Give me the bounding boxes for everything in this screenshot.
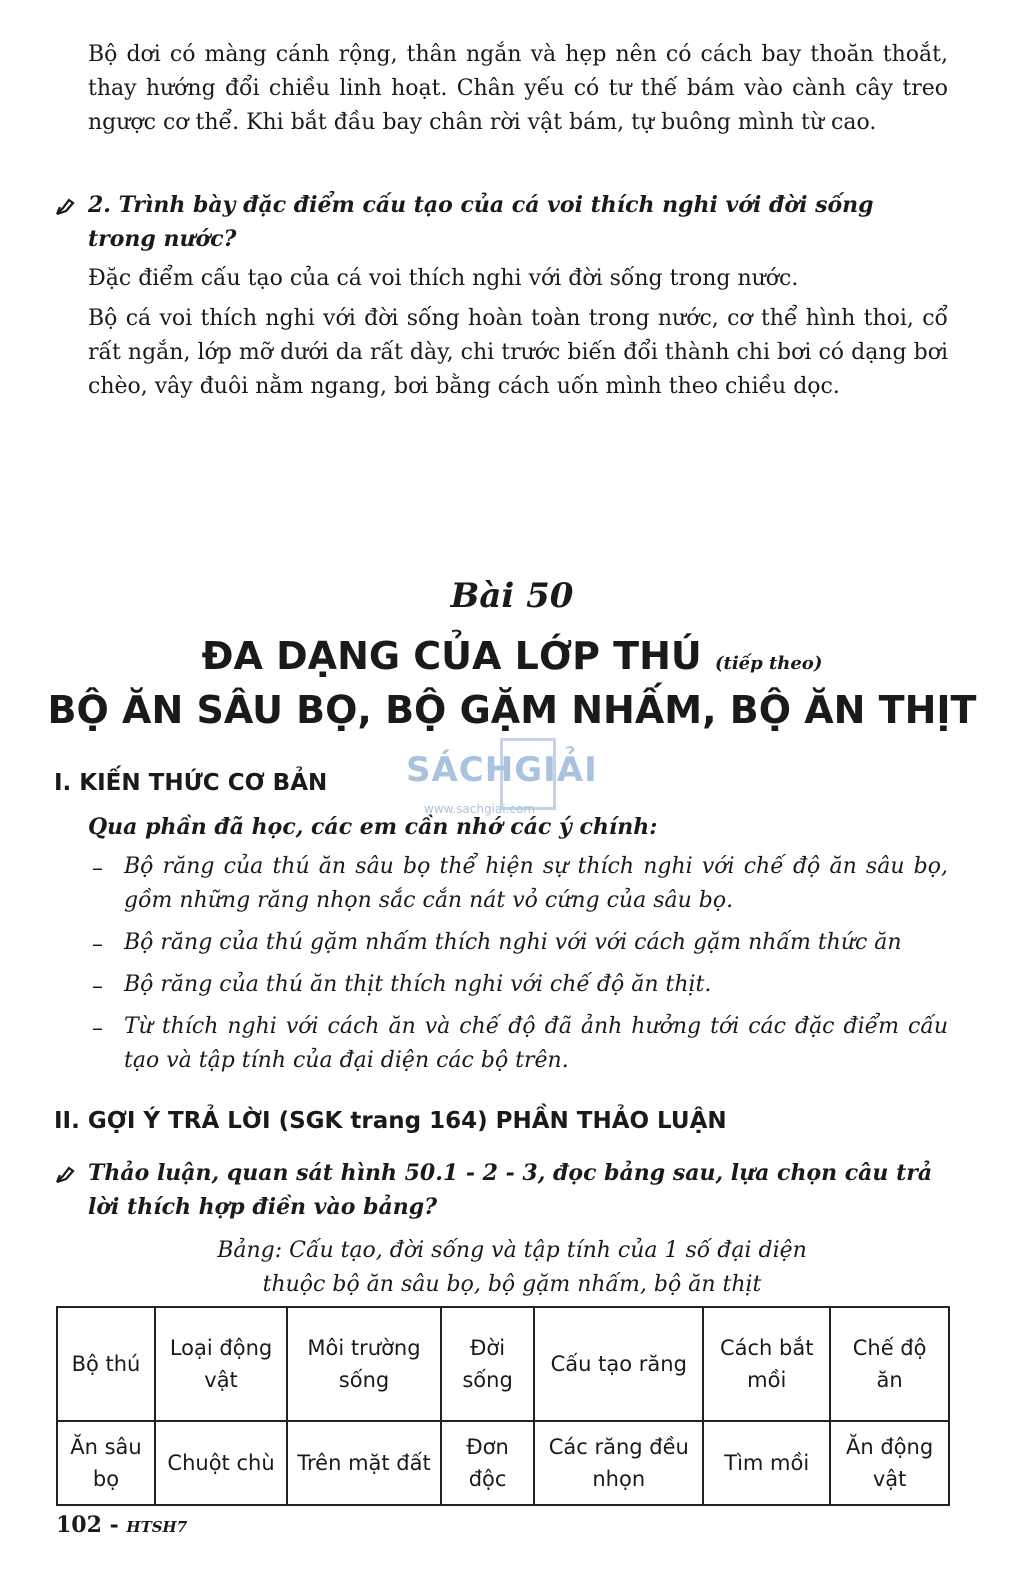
book-code: HTSH7 (126, 1518, 188, 1536)
lesson-title-line2: BỘ ĂN SÂU BỌ, BỘ GẶM NHẤM, BỘ ĂN THỊT (47, 688, 977, 732)
discussion-question: Thảo luận, quan sát hình 50.1 - 2 - 3, đọc bảng sau, lựa chọn câu trả lời thích hợp điền vào bảng? (88, 1160, 933, 1220)
watermark-url: www.sachgiai.com (424, 802, 536, 816)
section-1-intro: Qua phần đã học, các em cần nhớ các ý chính: (88, 814, 658, 840)
pencil-hand-icon (54, 1162, 78, 1186)
answer-2-paragraph: Bộ cá voi thích nghi với đời sống hoàn toàn trong nước, cơ thể hình thoi, cổ rất ngắn, lớp mỡ dưới da rất dày, chi trước biến đổi thành chi bơi có dạng bơi chèo, vây đuôi nằm ngang, bơi bằng cách uốn mình theo chiều dọc. (88, 306, 948, 399)
bullet-mark: – (92, 974, 103, 999)
question-2: 2. Trình bày đặc điểm cấu tạo của cá voi thích nghi với đời sống trong nước? (88, 192, 874, 252)
table-cell: Trên mặt đất (287, 1421, 441, 1505)
answer-2-line: Đặc điểm cấu tạo của cá voi thích nghi với đời sống trong nước. (88, 266, 799, 291)
table-cell: Ăn sâu bọ (57, 1421, 155, 1505)
watermark (400, 738, 630, 818)
bullet-item: Từ thích nghi với cách ăn và chế độ đã ảnh hưởng tới các đặc điểm cấu tạo và tập tính của đại diện các bộ trên. (124, 1014, 948, 1073)
pencil-hand-icon (54, 194, 78, 218)
lesson-title-sub: (tiếp theo) (714, 653, 823, 674)
page-number: 102 - (56, 1512, 119, 1538)
bullet-mark: – (92, 1016, 103, 1041)
lesson-title-main: ĐA DẠNG CỦA LỚP THÚ (201, 634, 702, 678)
table-cell: Tìm mồi (703, 1421, 830, 1505)
bullet-mark: – (92, 856, 103, 881)
table-header-cell: Đời sống (441, 1307, 534, 1421)
table-caption-line1: Bảng: Cấu tạo, đời sống và tập tính của 1 số đại diện (217, 1238, 807, 1263)
table-header-cell: Cấu tạo răng (534, 1307, 703, 1421)
table-header-cell: Môi trường sống (287, 1307, 441, 1421)
table-cell: Các răng đều nhọn (534, 1421, 703, 1505)
watermark-text: SÁCHGIẢI (406, 750, 598, 790)
bullet-item: Bộ răng của thú ăn sâu bọ thể hiện sự thích nghi với chế độ ăn sâu bọ, gồm những răng nhọn sắc cắn nát vỏ cứng của sâu bọ. (124, 854, 948, 913)
table-row (57, 1421, 949, 1505)
lesson-number: Bài 50 (450, 576, 574, 616)
table-header-row (57, 1307, 949, 1421)
table-header-cell: Loại động vật (155, 1307, 287, 1421)
page-footer (56, 1512, 187, 1538)
table-caption-line2: thuộc bộ ăn sâu bọ, bộ gặm nhấm, bộ ăn thịt (262, 1272, 762, 1297)
section-2-heading: II. GỢI Ý TRẢ LỜI (SGK trang 164) PHẦN THẢO LUẬN (54, 1108, 727, 1134)
lesson-title (0, 634, 1024, 678)
bullet-mark: – (92, 932, 103, 957)
table-header-cell: Chế độ ăn (830, 1307, 949, 1421)
data-table (56, 1306, 950, 1506)
table-header-cell: Cách bắt mồi (703, 1307, 830, 1421)
section-1-heading: I. KIẾN THỨC CƠ BẢN (54, 770, 328, 796)
table-cell: Đơn độc (441, 1421, 534, 1505)
bullet-item: Bộ răng của thú ăn thịt thích nghi với chế độ ăn thịt. (124, 972, 712, 997)
table-header-cell: Bộ thú (57, 1307, 155, 1421)
bullet-item: Bộ răng của thú gặm nhấm thích nghi với với cách gặm nhấm thức ăn (124, 930, 902, 955)
top-paragraph: Bộ dơi có màng cánh rộng, thân ngắn và hẹp nên có cách bay thoăn thoắt, thay hướng đổi chiều linh hoạt. Chân yếu có tư thế bám vào cành cây treo ngược cơ thể. Khi bắt đầu bay chân rời vật bám, tự buông mình từ cao. (88, 42, 948, 135)
table-cell: Chuột chù (155, 1421, 287, 1505)
table-cell: Ăn động vật (830, 1421, 949, 1505)
